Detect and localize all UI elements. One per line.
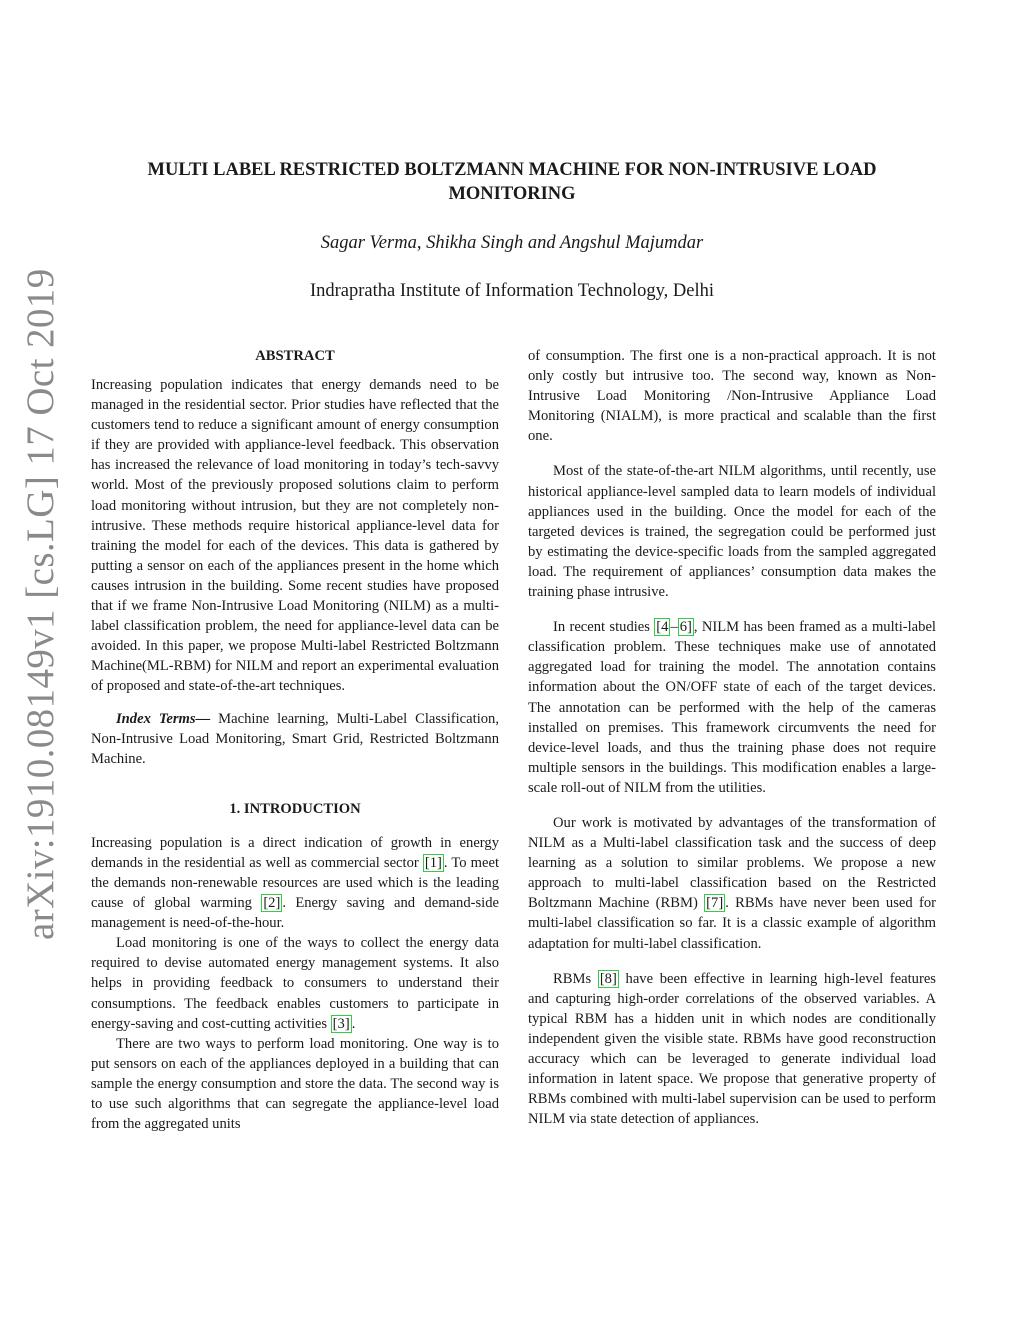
index-terms-label: Index Terms— <box>116 710 211 727</box>
abstract-text: Increasing population indicates that energy demands need to be managed in the residential sector. Prior studies have reflected that the customers tend to reduce a significant amount of energy consumption if they are provided with appliance-level feedback. This observation has increased the relevance of load monitoring in today’s tech-savvy world. Most of the previously proposed solutions claim to perform load monitoring without intrusion, but they are not completely non-intrusive. These methods require historical appliance-level data for training the model for each of the devices. This data is gathered by putting a sensor on each of the appliances present in the home which causes intrusion in the building. Some recent studies have proposed that if we frame Non-Intrusive Load Monitoring (NILM) as a multi-label classification problem, the need for appliance-level data can be avoided. In this paper, we propose Multi-label Restricted Boltzmann Machine(ML-RBM) for NILM and report an experimental evaluation of proposed and state-of-the-art techniques. <box>91 377 499 695</box>
intro-paragraph-2 <box>91 933 499 1033</box>
intro-paragraph-3: There are two ways to perform load monitoring. One way is to put sensors on each of the appliances deployed in a building that can sample the energy consumption and store the data. The second way is to use such algorithms that can segregate the appliance-level load from the aggregated units <box>91 1035 499 1133</box>
text-run: Our work is motivated by advantages of the transformation of NILM as a Multi-label classification task and the success of deep learning as a solution to similar problems. We propose a new approach to multi-label classification based on the Restricted Boltzmann Machine (RBM) <box>528 814 936 912</box>
citation-link[interactable]: [4 <box>656 619 669 636</box>
citation-link[interactable]: [1] <box>424 854 442 871</box>
intro-paragraph-3-continued: of consumption. The first one is a non-practical approach. It is not only costly but intrusive too. The second way, known as Non-Intrusive Load Monitoring /Non-Intrusive Appliance Load Monitoring (NIALM), is more practical and scalable than the first one. <box>528 348 936 445</box>
left-column <box>91 346 499 1134</box>
text-run: . <box>351 1015 356 1032</box>
intro-paragraph-7 <box>528 969 936 1130</box>
intro-paragraph-5 <box>528 617 936 798</box>
text-run: Load monitoring is one of the ways to collect the energy data required to devise automated energy management systems. It also helps in providing feedback to consumers to understand their consumptions. The feedback enables customers to participate in energy-saving and cost-cutting activities <box>91 935 499 1032</box>
abstract-heading: ABSTRACT <box>255 348 335 364</box>
text-run: Increasing population is a direct indication of growth in energy demands in the residential as well as commercial sector <box>91 834 499 871</box>
citation-link[interactable]: [2] <box>263 895 281 912</box>
citation-link[interactable]: [3] <box>332 1015 350 1032</box>
paper-affiliation: Indrapratha Institute of Information Technology, Delhi <box>309 281 715 301</box>
citation-link[interactable]: [7] <box>706 895 724 912</box>
text-run: – <box>670 619 678 636</box>
intro-paragraph-4: Most of the state-of-the-art NILM algorithms, until recently, use historical appliance-level sampled data to learn models of individual appliances used in the building. Once the model for each of the targeted devices is trained, the segregation could be performed just by estimating the device-specific loads from the sampled aggregated load. The requirement of appliances’ consumption data makes the training phase intrusive. <box>528 463 936 601</box>
paper-authors: Sagar Verma, Shikha Singh and Angshul Majumdar <box>320 233 704 253</box>
text-run: In recent studies <box>553 619 655 636</box>
paper-title: MULTI LABEL RESTRICTED BOLTZMANN MACHINE FOR NON-INTRUSIVE LOAD MONITORING <box>147 160 877 204</box>
text-run: have been effective in learning high-level features and capturing high-order correlations of the observed variables. A typical RBM has a hidden unit in which nodes are conditionally independent given the visible state. RBMs have good reconstruction accuracy which can be leveraged to generate individual load information in latent space. We propose that generative property of RBMs combined with multi-label supervision can be used to perform NILM via state detection of appliances. <box>528 970 936 1128</box>
text-run: RBMs <box>553 970 598 987</box>
text-run: . To meet the demands non-renewable resources are used which is the leading cause of global warming <box>91 854 499 912</box>
text-run: . RBMs have never been used for multi-label classification so far. It is a classic example of algorithm adaptation for multi-label classification. <box>528 895 936 952</box>
introduction-heading: 1. INTRODUCTION <box>229 800 361 817</box>
right-column <box>528 346 936 1129</box>
arxiv-identifier-stamp: arXiv:1910.08149v1 [cs.LG] 17 Oct 2019 <box>19 268 62 940</box>
intro-paragraph-1 <box>91 833 499 933</box>
intro-paragraph-6 <box>528 813 936 954</box>
text-run: . Energy saving and demand-side management is need-of-the-hour. <box>91 895 499 932</box>
citation-link[interactable]: [8] <box>599 970 617 987</box>
citation-link[interactable]: 6] <box>679 619 692 636</box>
index-terms <box>91 709 499 769</box>
text-run: , NILM has been framed as a multi-label classification problem. These techniques make use of annotated aggregated load for training the model. The annotation contains information about the ON/OFF state of each of the target devices. The annotation can be performed with the help of the cameras installed on premises. This framework circumvents the need for device-level loads, and thus the training phase does not require multiple sensors in the buildings. This modification enables a large-scale roll-out of NILM from the utilities. <box>528 619 936 796</box>
index-terms-text: Machine learning, Multi-Label Classification, Non-Intrusive Load Monitoring, Smart Grid, Restricted Boltzmann Machine. <box>91 710 499 767</box>
